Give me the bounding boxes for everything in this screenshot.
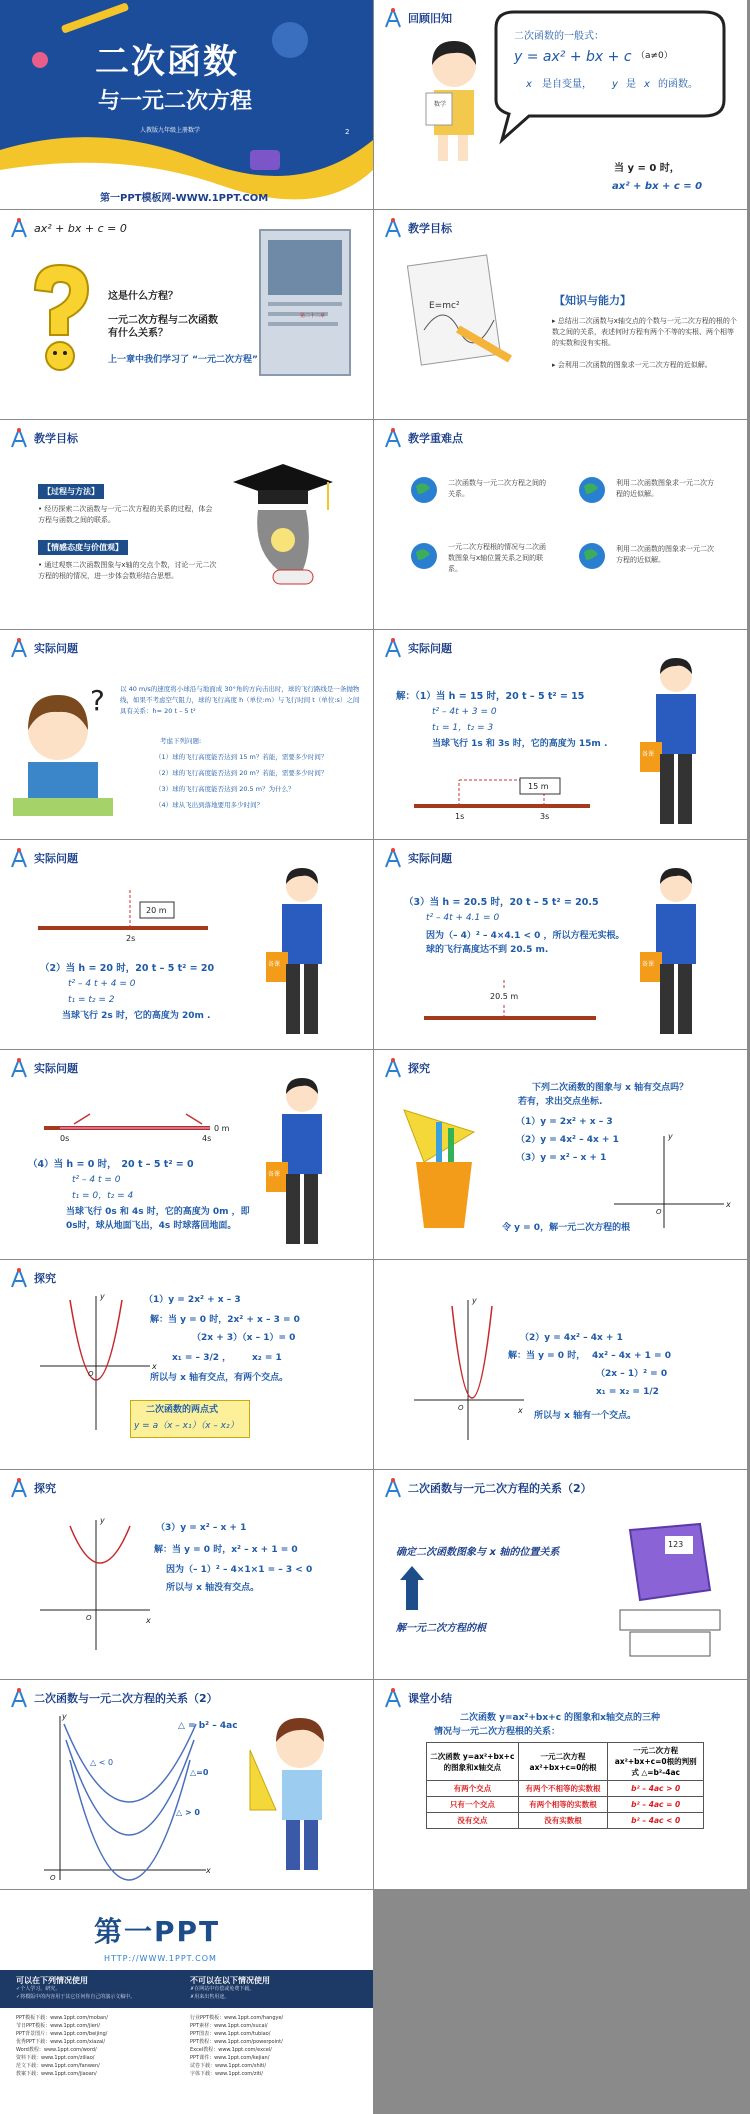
compass-icon [382,1687,404,1709]
slide-header: 二次函数与一元二次方程的关系（2） [382,1476,592,1500]
cover-title-2: 与一元二次方程 [98,89,253,114]
th-graph: 二次函数 y=ax²+bx+c的图象和x轴交点 [427,1743,519,1781]
ad-link2-2[interactable]: PPT素材：www.1ppt.com/sucai/ [190,2023,268,2029]
s15-l2: 因为（– 1）² – 4×1×1 = – 3 < 0 [166,1565,313,1575]
problem-q1: （1）球的飞行高度能否达到 15 m？若能，需要多少时间？ [155,753,328,761]
sec2-label: 【情感态度与价值观】 [38,540,128,555]
origin-label: O [88,1370,94,1378]
ad-can-1: ✓个人学习、研究。 [16,1986,61,1992]
s13-l3b: x₂ = 1 [252,1353,282,1363]
s11-line3: t₁ = 0，t₂ = 4 [72,1191,134,1201]
slide-header: 回顾旧知 [382,6,452,30]
s13-l4: 所以与 x 轴有交点，有两个交点。 [150,1373,289,1383]
compass-icon [8,217,30,239]
teacher-character [262,1074,342,1254]
slide-solve-3[interactable] [374,840,747,1049]
x-axis-label: x [206,1866,211,1875]
slide-solve-1[interactable] [374,630,747,839]
q-line4: 上一章中我们学习了 “一元二次方程” [108,355,258,365]
slide-solve-2[interactable] [0,840,373,1049]
teacher-character [636,654,716,834]
sum-title2: 情况与一元二次方程根的关系： [434,1727,561,1737]
s17-lt: △ < 0 [90,1758,114,1767]
s11-line5: 0s时，球从地面飞出，4s 时球落回地面。 [66,1221,237,1231]
globe-icon [410,476,438,504]
s9-line3: t₁ = t₂ = 2 [68,995,115,1005]
r3-b: 没有实数根 [518,1813,608,1829]
s11-t1: 0s [60,1134,70,1143]
s12-tip: 令 y = 0，解一元二次方程的根 [502,1223,631,1233]
ad-link2-4[interactable]: PPT教程：www.1ppt.com/powerpoint/ [190,2039,283,2045]
problem-q4: （4）球从飞出到落地要用多少时间？ [155,801,264,809]
review-y: y [612,79,618,90]
girl-character [414,35,494,165]
ad-link-2[interactable]: 节日PPT模板：www.1ppt.com/jieri/ [16,2023,100,2029]
book-chapter: 第二十二章 [300,313,326,319]
s16-bottom: 解一元二次方程的根 [396,1623,486,1634]
question-mark-icon [20,260,100,380]
ad-url[interactable]: HTTP://WWW.1PPT.COM [104,1954,217,1963]
cover-title-1: 二次函数 [95,42,239,82]
s8-height: 15 m [528,782,549,791]
y-axis-label: y [100,1516,105,1525]
slide-header: 实际问题 [8,636,78,660]
ad-link-8[interactable]: 教案下载：www.1ppt.com/jiaoan/ [16,2071,97,2077]
ad-link2-3[interactable]: PPT图表：www.1ppt.com/tubiao/ [190,2031,271,2037]
problem-ask: 考虑下列问题: [160,737,202,745]
box-title: 二次函数的两点式 [146,1405,219,1415]
slide-cover[interactable] [0,0,373,209]
s13-l1: 解：当 y = 0 时，2x² + x – 3 = 0 [150,1315,300,1325]
x-axis-label: x [146,1616,151,1625]
compass-icon [8,637,30,659]
s13-l3a: x₁ = – 3/2 ， [172,1353,232,1363]
slide-relation-1[interactable] [374,1470,747,1679]
x-axis-label: x [726,1200,731,1209]
s12-f1: （1）y = 2x² + x – 3 [516,1117,613,1127]
s8-line4: 当球飞行 1s 和 3s 时，它的高度为 15m . [432,739,608,749]
slide-header: 教学目标 [382,216,452,240]
key-item-4: 利用二次函数的图象求一元二次方程的近似解。 [616,545,714,564]
slide-header: 实际问题 [382,636,452,660]
box-formula: y = a（x – x₁）（x – x₂） [134,1421,239,1431]
compass-icon [8,427,30,449]
s10-line3: 因为（– 4）² – 4×4.1 < 0 ，所以方程无实根。 [426,931,625,941]
teacher-character [636,864,716,1044]
q-line1: 这是什么方程？ [108,291,178,302]
sec1-label: 【过程与方法】 [38,484,104,499]
y-axis-label: y [62,1712,67,1721]
s11-t2: 4s [202,1134,212,1143]
slide-header: 课堂小结 [382,1686,452,1710]
s12-q1: 下列二次函数的图象与 x 轴有交点吗？ [532,1083,689,1093]
ad-link-1[interactable]: PPT模板下载：www.1ppt.com/moban/ [16,2015,108,2021]
s14-l3: x₁ = x₂ = 1/2 [596,1387,659,1397]
s14-f: （2）y = 4x² – 4x + 1 [520,1333,623,1343]
s8-line3: t₁ = 1，t₂ = 3 [432,723,494,733]
slide-question[interactable] [0,210,373,419]
review-mid2: 是 [626,79,636,90]
key-item-1: 二次函数与一元二次方程之间的关系。 [448,479,546,498]
review-line1: 二次函数的一般式： [514,31,604,42]
axes-diagram [374,1050,747,1259]
sum-title1: 二次函数 y=ax²+bx+c 的图象和x轴交点的三种 [460,1713,660,1723]
slide-header: 探究 [382,1056,430,1080]
slide-header: 二次函数与一元二次方程的关系（2） [8,1686,218,1710]
s9-height: 20 m [146,906,167,915]
s10-line2: t² – 4t + 4.1 = 0 [426,913,500,923]
r2-a: 只有一个交点 [427,1797,519,1813]
cover-footer: 第一PPT模板网-WWW.1PPT.COM [100,193,269,204]
textbook-image [258,228,353,378]
y-axis-label: y [472,1296,477,1305]
cover-subtitle: 人教版九年级上册数学 [140,127,201,134]
problem-q2: （2）球的飞行高度能否达到 20 m？若能，需要多少时间？ [155,769,328,777]
origin-label: O [656,1208,662,1216]
s17-eq: △=0 [190,1768,209,1777]
ad-link2-5[interactable]: Excel教程：www.1ppt.com/excel/ [190,2047,272,2053]
summary-table [426,1742,704,1829]
ad-link2-8[interactable]: 字体下载：www.1ppt.com/ziti/ [190,2071,263,2077]
r1-c: b² – 4ac > 0 [608,1781,704,1797]
book-number: 123 [668,1540,684,1549]
y-axis-label: y [100,1292,105,1301]
s17-gt: △ > 0 [176,1808,200,1817]
origin-label: O [50,1874,56,1882]
s9-line4: 当球飞行 2s 时，它的高度为 20m . [62,1011,211,1021]
s15-f: （3）y = x² – x + 1 [156,1523,247,1533]
x-axis-label: x [152,1362,157,1371]
slide-header: 教学目标 [8,426,78,450]
goal2-bullet-1: • 经历探索二次函数与一元二次方程的关系的过程，体会方程与函数之间的联系。 [38,505,213,524]
ad-link-4[interactable]: 优秀PPT下载：www.1ppt.com/xiazai/ [16,2039,106,2045]
slide-problem[interactable] [0,630,373,839]
s17-delta: △ = b² – 4ac [178,1721,238,1731]
slide-header: 探究 [8,1476,56,1500]
student-character [246,1710,346,1880]
compass-icon [382,217,404,239]
ad-link2-7[interactable]: 试卷下载：www.1ppt.com/shiti/ [190,2063,267,2069]
s15-l3: 所以与 x 轴没有交点。 [166,1583,260,1593]
s10-height: 20.5 m [490,992,519,1001]
graduation-head-image [228,460,338,600]
thinking-boy-image [8,680,118,820]
slide-keypoints[interactable] [374,420,747,629]
problem-q3: （3）球的飞行高度能否达到 20.5 m？为什么？ [155,785,295,793]
ad-logo: 第一PPT [94,1915,221,1948]
slide-explore-4[interactable] [0,1470,373,1679]
q-line3: 有什么关系？ [108,328,168,339]
s12-f3: （3）y = x² – x + 1 [516,1153,607,1163]
slide-advert[interactable] [0,1890,373,2114]
ad-link2-6[interactable]: PPT课件：www.1ppt.com/kejian/ [190,2055,270,2061]
ad-can: 可以在下列情况使用 [16,1976,88,1985]
key-item-3: 一元二次方程根的情况与二次函数图象与x轴位置关系之间的联系。 [448,543,546,573]
review-x: x [526,79,532,90]
s8-t1: 1s [455,812,465,821]
s11-line4: 当球飞行 0s 和 4s 时，它的高度为 0m ，即 [66,1207,250,1217]
slide-solve-4[interactable] [0,1050,373,1259]
th-roots: 一元二次方程 ax²+bx+c=0的根 [518,1743,608,1781]
ad-link-7[interactable]: 范文下载：www.1ppt.com/fanwen/ [16,2063,100,2069]
review-when: 当 y = 0 时， [614,163,680,174]
slide-relation-2[interactable] [0,1680,373,1889]
s11-height: 0 m [214,1124,230,1133]
s8-line1: 解：（1）当 h = 15 时，20 t – 5 t² = 15 [396,691,585,702]
origin-label: O [458,1404,464,1412]
slide-header: 实际问题 [8,846,78,870]
th-delta: 一元二次方程 ax²+bx+c=0根的判别式 △=b²-4ac [608,1743,704,1781]
s11-line1: （4）当 h = 0 时， 20 t – 5 t² = 0 [28,1159,194,1170]
key-item-2: 利用二次函数图象求一元二次方程的近似解。 [616,479,714,498]
svg-text:?: ? [90,684,105,717]
slide-goals-2[interactable] [0,420,373,629]
s8-line2: t² – 4t + 3 = 0 [432,707,497,717]
s14-l1: 解：当 y = 0 时， [508,1351,586,1361]
y-axis-label: y [668,1132,673,1141]
s16-top: 确定二次函数图象与 x 轴的位置关系 [396,1547,560,1558]
goal-bullet-1: ▸ 总结出二次函数与x轴交点的个数与一元二次方程的根的个数之间的关系，表述何时方程有两个不等的实根、两个相等的实数和没有实根。 [552,317,737,347]
review-cond: （a≠0） [636,51,673,61]
s9-line1: （2）当 h = 20 时，20 t – 5 t² = 20 [40,963,215,974]
review-eq: ax² + bx + c = 0 [612,181,703,192]
cover-page-num: 2 [345,128,350,136]
review-mid1: 是自变量， [542,79,592,90]
goal2-bullet-2: • 通过观察二次函数图象与x轴的交点个数，讨论一元二次方程的根的情况，进一步体会数形结合思想。 [38,561,217,580]
ad-cannot-2: ✗用来出售用途。 [190,1994,230,2000]
book-label: 备课 [268,961,281,968]
slide-header: 探究 [8,1266,56,1290]
s14-l1b: 4x² – 4x + 1 = 0 [592,1351,671,1361]
globe-icon [578,542,606,570]
ad-link-5[interactable]: Word教程：www.1ppt.com/word/ [16,2047,97,2053]
slide-summary[interactable] [374,1680,747,1889]
s13-f: （1）y = 2x² + x – 3 [144,1295,241,1305]
compass-icon [382,427,404,449]
s15-l1: 解：当 y = 0 时，x² – x + 1 = 0 [154,1545,298,1555]
r3-c: b² – 4ac < 0 [608,1813,704,1829]
r2-b: 有两个相等的实数根 [518,1797,608,1813]
ad-link2-1[interactable]: 行业PPT模板：www.1ppt.com/hangye/ [190,2015,284,2021]
goal-bullet-2: ▸ 会利用二次函数的图象求一元二次方程的近似解。 [552,361,712,369]
r1-a: 有两个交点 [427,1781,519,1797]
problem-paragraph: 以 40 m/s的速度将小球沿与地面成 30°角的方向击出时，球的飞行路线是一条抛物线，如果不考虑空气阻力，球的飞行高度 h（单位:m）与飞行时间 t（单位:s）之间具有关系：h= 20 t – 5 t² [120,685,360,715]
origin-label: O [86,1614,92,1622]
book-label: 备课 [642,961,655,968]
x-axis-label: x [518,1406,523,1415]
slide-header: 实际问题 [382,846,452,870]
globe-icon [410,542,438,570]
q-line2: 一元二次方程与二次函数 [108,315,218,326]
s13-l2: （2x + 3）（x – 1）= 0 [192,1333,296,1343]
s8-t2: 3s [540,812,550,821]
slide-explore-1[interactable] [374,1050,747,1259]
ad-can-2: ✓将模版中的内容用于其它任何你自己的演示文稿中。 [16,1994,136,2000]
emc-label: E=mc² [429,301,460,311]
book-label: 数学 [434,101,447,108]
s10-line1: （3）当 h = 20.5 时，20 t – 5 t² = 20.5 [404,897,599,908]
slide-header: ax² + bx + c = 0 [8,216,127,240]
slide-header: 实际问题 [8,1056,78,1080]
slide-review[interactable] [374,0,747,209]
review-formula: y = ax² + bx + c [514,49,632,65]
ad-link-3[interactable]: PPT背景图片：www.1ppt.com/beijing/ [16,2031,108,2037]
s12-f2: （2）y = 4x² – 4x + 1 [516,1135,619,1145]
slide-explore-3[interactable] [374,1260,747,1469]
s9-t: 2s [126,934,136,943]
s9-line2: t² – 4 t + 4 = 0 [68,979,136,989]
r2-c: b² – 4ac = 0 [608,1797,704,1813]
book-label: 备课 [642,751,655,758]
slide-goals-1[interactable] [374,210,747,419]
review-tail: 的函数。 [658,79,698,90]
parabola-graph [374,1260,747,1469]
globe-icon [578,476,606,504]
r3-a: 没有交点 [427,1813,519,1829]
ad-cannot: 不可以在以下情况使用 [190,1976,270,1985]
teacher-character [262,864,342,1044]
slide-header: 教学重难点 [382,426,463,450]
goal-section: 【知识与能力】 [554,294,631,307]
s12-q2: 若有，求出交点坐标. [518,1097,603,1107]
s14-l2: （2x – 1）² = 0 [596,1369,668,1379]
s10-line4: 球的飞行高度达不到 20.5 m. [426,945,549,955]
s11-line2: t² – 4 t = 0 [72,1175,121,1185]
s14-l4: 所以与 x 轴有一个交点。 [534,1411,637,1421]
r1-b: 有两个不相等的实数根 [518,1781,608,1797]
review-x2: x [644,79,650,90]
ad-link-6[interactable]: 资料下载：www.1ppt.com/ziliao/ [16,2055,95,2061]
ad-cannot-1: ✗在网站中有偿或免费下载。 [190,1986,255,1992]
slide-explore-2[interactable] [0,1260,373,1469]
book-label: 备课 [268,1171,281,1178]
